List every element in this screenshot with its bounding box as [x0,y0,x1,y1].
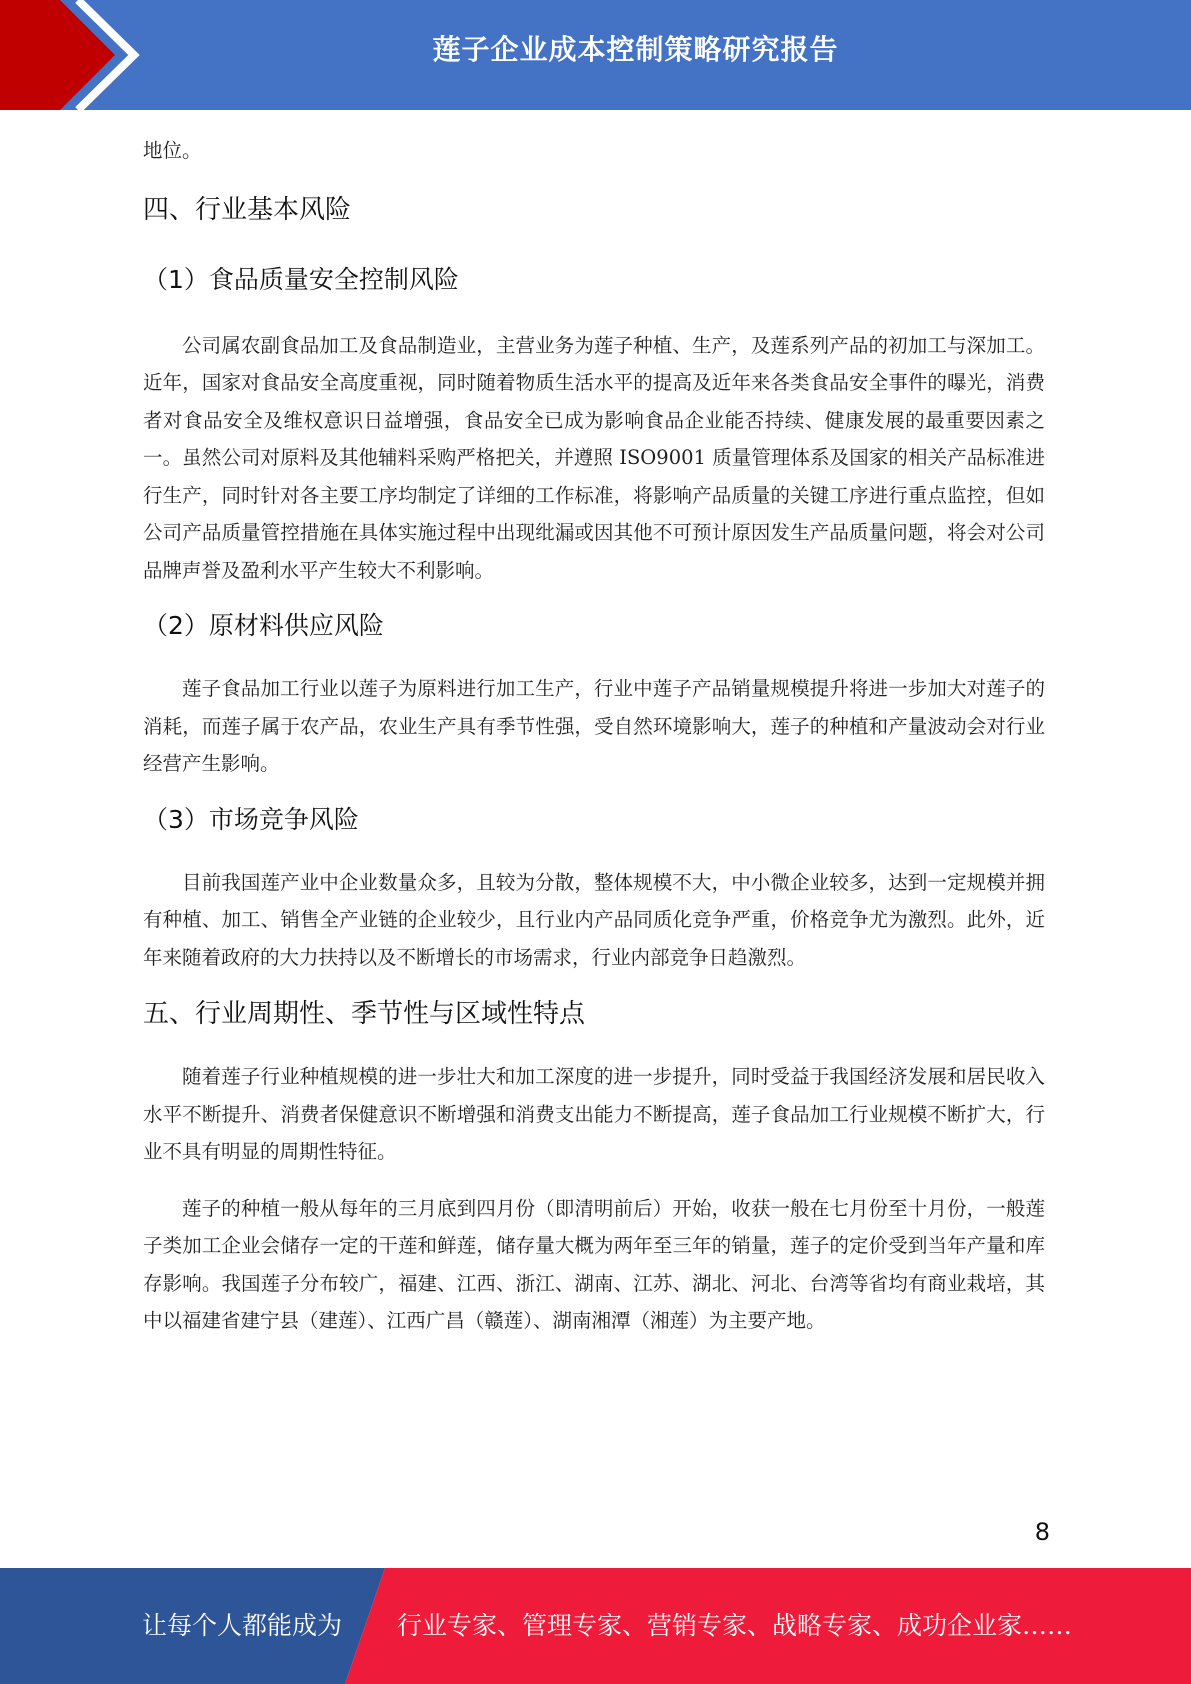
page-header [0,0,1191,110]
page-number: 8 [1034,1518,1050,1546]
paragraph-seasonality-region: 莲子的种植一般从每年的三月底到四月份（即清明前后）开始，收获一般在七月份至十月份，一般莲子类加工企业会储存一定的干莲和鲜莲，储存量大概为两年至三年的销量，莲子的定价受到当年产量和库存影响。我国莲子分布较广，福建、江西、浙江、湖南、江苏、湖北、河北、台湾等省均有商业栽培，其中以福建省建宁县（建莲）、江西广昌（赣莲）、湖南湘潭（湘莲）为主要产地。 [143,1196,1045,1332]
subsection-heading-food-safety: （1）食品质量安全控制风险 [143,264,459,294]
section-heading-5: 五、行业周期性、季节性与区域性特点 [143,999,586,1029]
section-heading-4: 四、行业基本风险 [143,194,352,225]
subsection-heading-competition: （3）市场竞争风险 [143,804,359,834]
footer-slogan-left: 让每个人都能成为 [142,1611,343,1640]
continued-paragraph: 地位。 [143,139,202,162]
paragraph-food-safety: 公司属农副食品加工及食品制造业，主营业务为莲子种植、生产，及莲系列产品的初加工与深加工。近年，国家对食品安全高度重视，同时随着物质生活水平的提高及近年来各类食品安全事件的曝光，消费者对食品安全及维权意识日益增强，食品安全已成为影响食品企业能否持续、健康发展的最重要因素之一。虽然公司对原料及其他辅料采购严格把关，并遵照 ISO9001 质量管理体系及国家的相关产品标准进行生产，同时针对各主要工序均制定了详细的工作标准，将影响产品质量的关键工序进行重点监控，但如公司产品质量管控措施在具体实施过程中出现纰漏或因其他不可预计原因发生产品质量问题，将会对公司品牌声誉及盈利水平产生较大不利影响。 [143,333,1045,582]
footer-slogan-right: 行业专家、管理专家、营销专家、战略专家、成功企业家…… [397,1611,1073,1640]
page-content [143,130,1045,1340]
page-footer [0,1568,1191,1684]
document-title: 莲子企业成本控制策略研究报告 [432,33,839,66]
paragraph-cyclicality: 随着莲子行业种植规模的进一步壮大和加工深度的进一步提升，同时受益于我国经济发展和居民收入水平不断提升、消费者保健意识不断增强和消费支出能力不断提高，莲子食品加工行业规模不断扩大，行业不具有明显的周期性特征。 [143,1065,1045,1163]
paragraph-raw-material: 莲子食品加工行业以莲子为原料进行加工生产，行业中莲子产品销量规模提升将进一步加大对莲子的消耗，而莲子属于农产品，农业生产具有季节性强，受自然环境影响大，莲子的种植和产量波动会对行业经营产生影响。 [143,677,1045,775]
paragraph-competition: 目前我国莲产业中企业数量众多，且较为分散，整体规模不大，中小微企业较多，达到一定规模并拥有种植、加工、销售全产业链的企业较少，且行业内产品同质化竞争严重，价格竞争尤为激烈。此外，近年来随着政府的大力扶持以及不断增长的市场需求，行业内部竞争日趋激烈。 [143,870,1045,969]
subsection-heading-raw-material: （2）原材料供应风险 [143,611,384,640]
